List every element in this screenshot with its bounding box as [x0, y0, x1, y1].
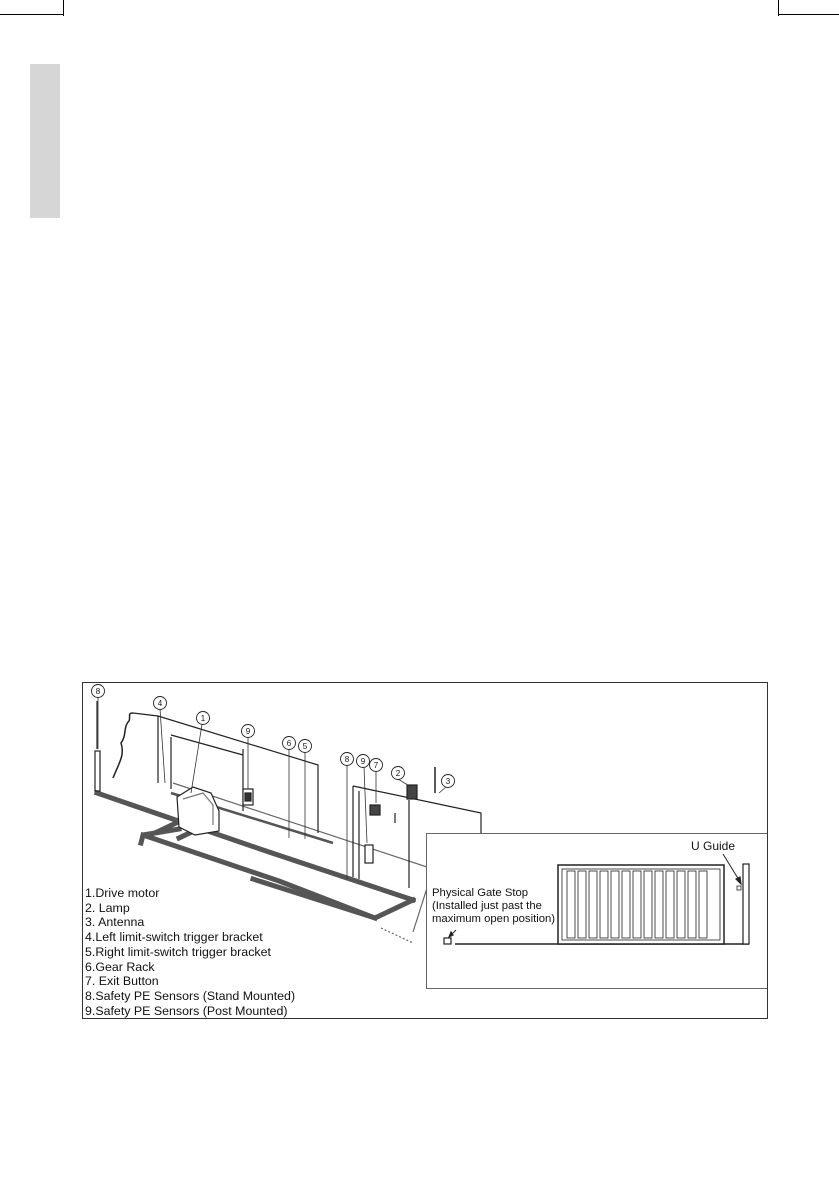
crop-mark-top-right-horizontal	[778, 14, 839, 15]
u-guide-post	[743, 864, 749, 944]
callout-label: 2	[395, 769, 401, 778]
legend-item: 6.Gear Rack	[85, 959, 155, 974]
callout-label: 7	[373, 761, 379, 770]
sliding-gate	[558, 865, 724, 944]
callout-label: 3	[445, 777, 451, 786]
crop-mark-top-left-horizontal	[0, 14, 64, 15]
legend-item: 7. Exit Button	[85, 974, 159, 989]
legend-item: 1.Drive motor	[85, 886, 160, 900]
gate-stop	[444, 938, 451, 944]
crop-mark-top-left-vertical	[63, 0, 64, 16]
crop-mark-top-right-vertical	[778, 0, 779, 16]
gate-stop-label-line: maximum open position)	[432, 913, 556, 925]
gate-stop-label	[432, 887, 555, 926]
side-tab	[30, 64, 60, 218]
callout-label: 9	[360, 757, 366, 766]
legend-item: 9.Safety PE Sensors (Post Mounted)	[85, 1003, 288, 1018]
callout-label: 9	[245, 727, 251, 736]
legend-item: 5.Right limit-switch trigger bracket	[85, 944, 271, 959]
callout-label: 8	[95, 687, 101, 696]
legend-item: 8.Safety PE Sensors (Stand Mounted)	[85, 988, 296, 1003]
legend-item: 2. Lamp	[85, 900, 130, 915]
callout-label: 8	[344, 755, 350, 764]
parts-legend	[85, 886, 295, 1018]
installation-figure	[82, 682, 768, 1019]
gate-stop-label-line: (Installed just past the	[432, 900, 542, 912]
drive-motor	[177, 787, 219, 835]
legend-item: 4.Left limit-switch trigger bracket	[85, 930, 263, 945]
left-sensor-stand	[95, 701, 100, 791]
callout-label: 5	[302, 742, 308, 751]
gate-stop-label-line: Physical Gate Stop	[432, 887, 529, 899]
fence-edge	[113, 713, 133, 778]
u-guide-label: U Guide	[691, 839, 736, 853]
callout-label: 6	[286, 739, 292, 748]
legend-item: 3. Antenna	[85, 915, 145, 930]
callout-label: 4	[157, 699, 163, 708]
gate-stop-inset	[426, 833, 768, 989]
callout-label: 1	[200, 714, 206, 723]
